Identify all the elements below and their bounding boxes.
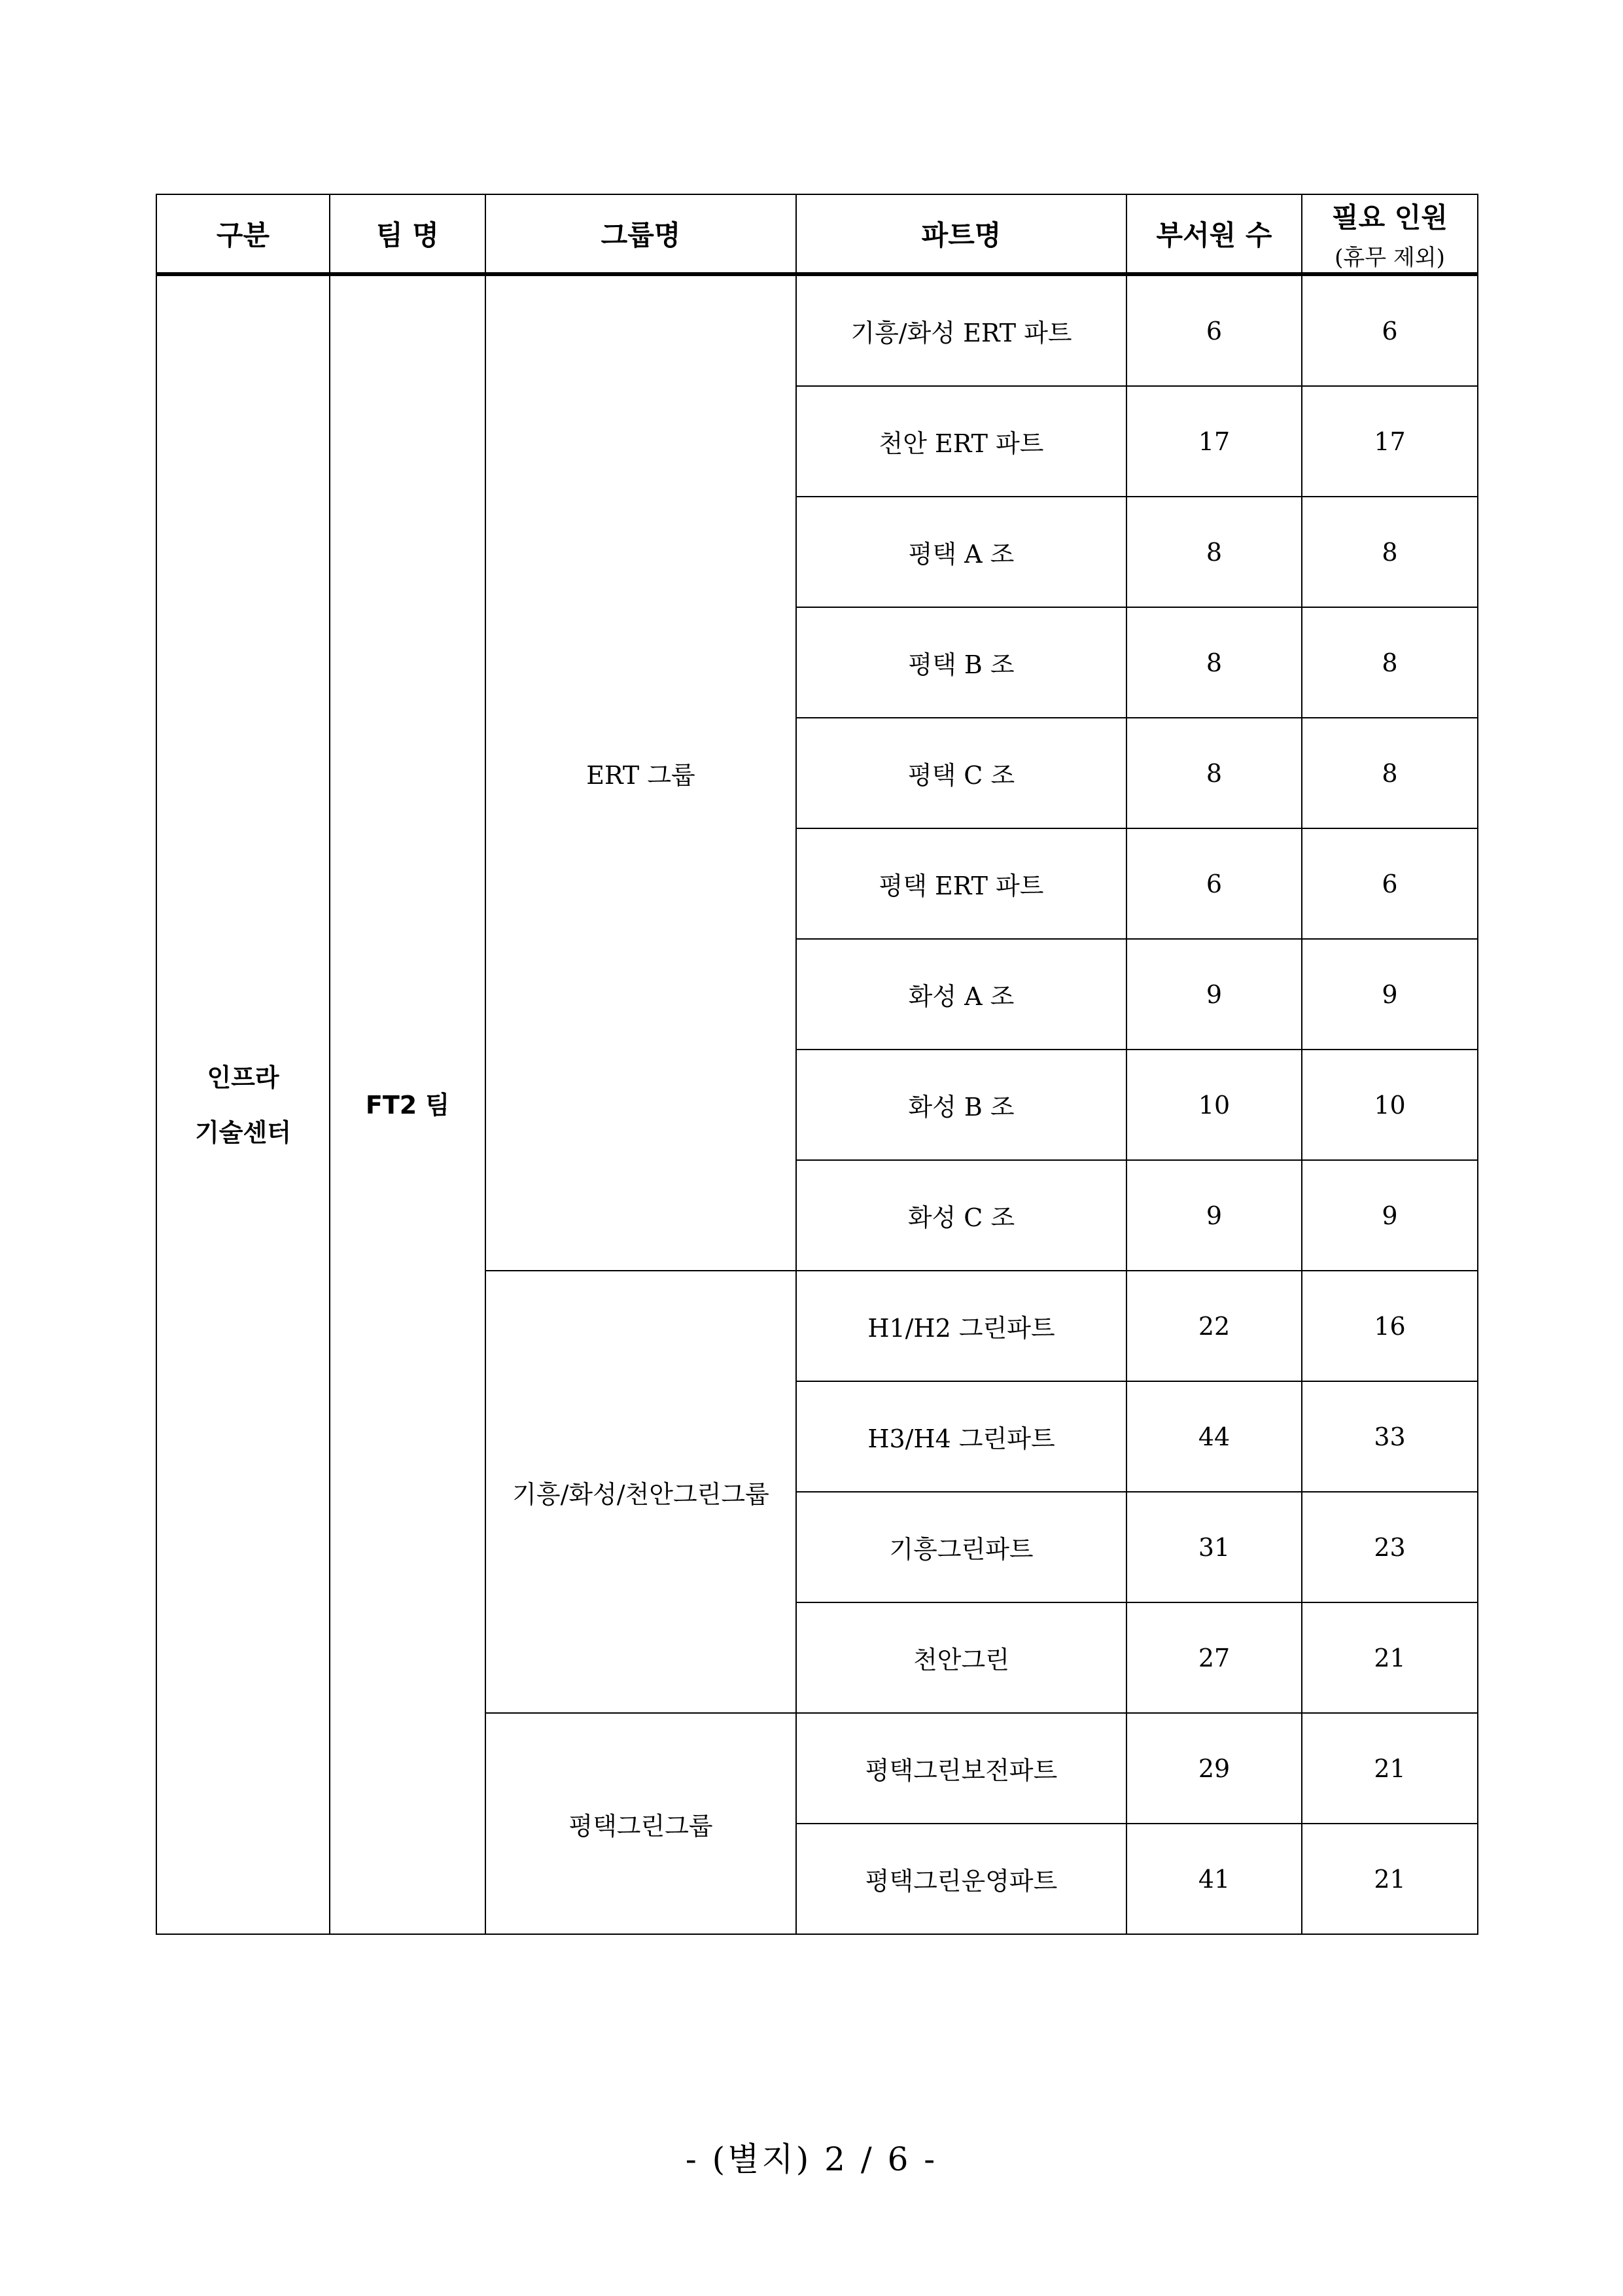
part-name: 평택 ERT 파트 [796, 828, 1126, 939]
header-required-label: 필요 인원 [1332, 201, 1448, 234]
part-name: H1/H2 그린파트 [796, 1271, 1126, 1381]
required-count: 21 [1302, 1713, 1478, 1824]
header-row [156, 194, 1478, 274]
required-count: 8 [1302, 497, 1478, 607]
members-count: 8 [1126, 718, 1302, 828]
required-count: 9 [1302, 939, 1478, 1050]
header-team: 팀 명 [330, 194, 485, 274]
part-name: 기흥그린파트 [796, 1492, 1126, 1602]
part-name: 화성 C 조 [796, 1160, 1126, 1271]
header-part: 파트명 [796, 194, 1126, 274]
members-count: 41 [1126, 1824, 1302, 1934]
members-count: 9 [1126, 939, 1302, 1050]
required-count: 33 [1302, 1381, 1478, 1492]
members-count: 6 [1126, 828, 1302, 939]
part-name: 천안그린 [796, 1602, 1126, 1713]
division-line1: 인프라 [207, 1063, 279, 1092]
required-count: 6 [1302, 274, 1478, 386]
header-required-note: (휴무 제외) [1335, 244, 1445, 271]
part-name: 평택그린운영파트 [796, 1824, 1126, 1934]
required-count: 21 [1302, 1824, 1478, 1934]
header-members: 부서원 수 [1126, 194, 1302, 274]
part-name: 천안 ERT 파트 [796, 386, 1126, 497]
part-name: 평택 B 조 [796, 607, 1126, 718]
part-name: 기흥/화성 ERT 파트 [796, 274, 1126, 386]
required-count: 16 [1302, 1271, 1478, 1381]
members-count: 22 [1126, 1271, 1302, 1381]
members-count: 31 [1126, 1492, 1302, 1602]
members-count: 10 [1126, 1050, 1302, 1160]
required-count: 9 [1302, 1160, 1478, 1271]
required-count: 21 [1302, 1602, 1478, 1713]
part-name: 평택그린보전파트 [796, 1713, 1126, 1824]
header-division: 구분 [156, 194, 330, 274]
members-count: 6 [1126, 274, 1302, 386]
group-cell: ERT 그룹 [485, 274, 796, 1271]
required-count: 6 [1302, 828, 1478, 939]
division-cell [156, 274, 330, 1934]
required-count: 10 [1302, 1050, 1478, 1160]
part-name: 화성 B 조 [796, 1050, 1126, 1160]
members-count: 29 [1126, 1713, 1302, 1824]
required-count: 8 [1302, 718, 1478, 828]
members-count: 9 [1126, 1160, 1302, 1271]
table-row [156, 274, 1478, 386]
part-name: 평택 C 조 [796, 718, 1126, 828]
required-count: 23 [1302, 1492, 1478, 1602]
staffing-table [156, 194, 1478, 1935]
required-count: 8 [1302, 607, 1478, 718]
group-cell: 평택그린그룹 [485, 1713, 796, 1934]
header-required [1302, 194, 1478, 274]
members-count: 8 [1126, 607, 1302, 718]
required-count: 17 [1302, 386, 1478, 497]
division-line2: 기술센터 [195, 1118, 291, 1147]
header-group: 그룹명 [485, 194, 796, 274]
part-name: H3/H4 그린파트 [796, 1381, 1126, 1492]
members-count: 44 [1126, 1381, 1302, 1492]
group-cell: 기흥/화성/천안그린그룹 [485, 1271, 796, 1713]
page-footer: - (별지) 2 / 6 - [685, 2140, 938, 2178]
part-name: 화성 A 조 [796, 939, 1126, 1050]
team-cell: FT2 팀 [330, 274, 485, 1934]
members-count: 27 [1126, 1602, 1302, 1713]
part-name: 평택 A 조 [796, 497, 1126, 607]
members-count: 17 [1126, 386, 1302, 497]
members-count: 8 [1126, 497, 1302, 607]
